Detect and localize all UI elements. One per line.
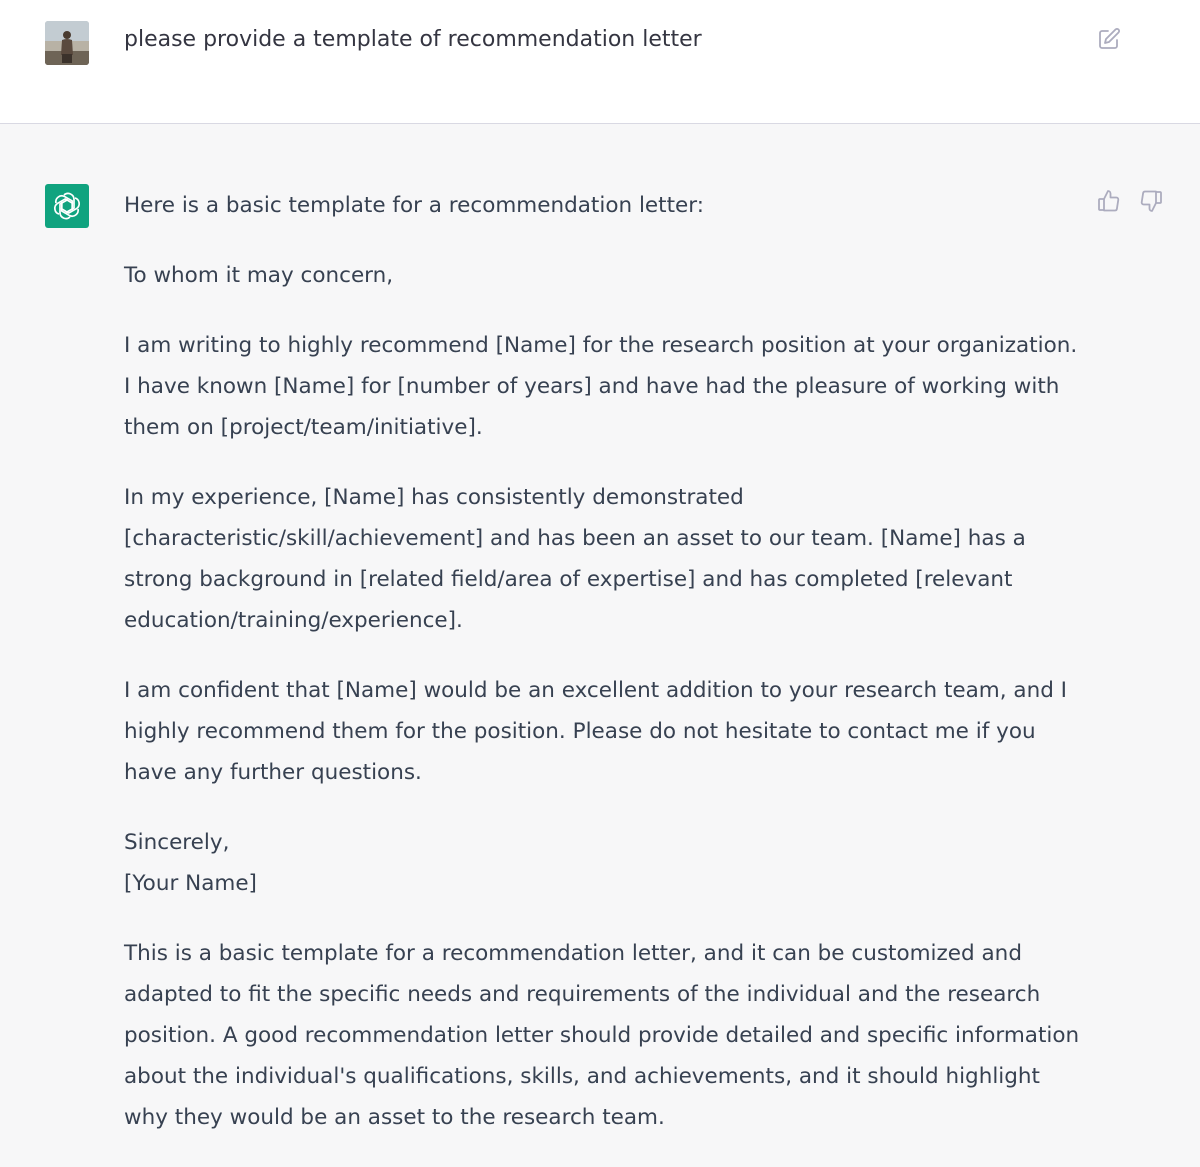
assistant-message-row — [0, 124, 1200, 1130]
thumbs-up-icon[interactable] — [1096, 188, 1122, 214]
user-avatar — [45, 21, 89, 65]
letter-paragraph-3: I am confident that [Name] would be an excellent addition to your research team, and I highly recommend them for the position. Please do not hesitate to contact me if you have any further questions. — [124, 678, 1068, 785]
edit-icon[interactable] — [1096, 26, 1122, 52]
answer-closing: This is a basic template for a recommendation letter, and it can be customized and adapted to fit the specific needs and requirements of the individual and the research position. A good recommendation letter should provide detailed and specific information about the individual's qualifications, skills, and achievements, and it should highlight why they would be an asset to the research team. — [124, 941, 1080, 1130]
answer-intro: Here is a basic template for a recommendation letter: — [124, 193, 704, 218]
letter-greeting: To whom it may concern, — [124, 263, 394, 288]
signoff-text: Sincerely, — [124, 830, 230, 855]
user-message-row — [0, 0, 1200, 124]
letter-paragraph-2: In my experience, [Name] has consistently demonstrated [characteristic/skill/achievement] and has been an asset to our team. [Name] has a strong background in [related field/area of expertise] and has completed [relevant education/training/experience]. — [124, 485, 1026, 633]
signature-text: [Your Name] — [124, 871, 257, 896]
openai-logo-icon — [52, 191, 82, 221]
assistant-avatar — [45, 184, 89, 228]
thumbs-down-icon[interactable] — [1138, 188, 1164, 214]
letter-paragraph-1: I am writing to highly recommend [Name] for the research position at your organization. I have known [Name] for [number of years] and have had the pleasure of working with them on [project/team/initiative]. — [124, 333, 1078, 440]
letter-signoff — [124, 822, 1084, 904]
assistant-message-text — [124, 185, 1084, 1167]
user-message-text: please provide a template of recommendation letter — [124, 27, 702, 52]
